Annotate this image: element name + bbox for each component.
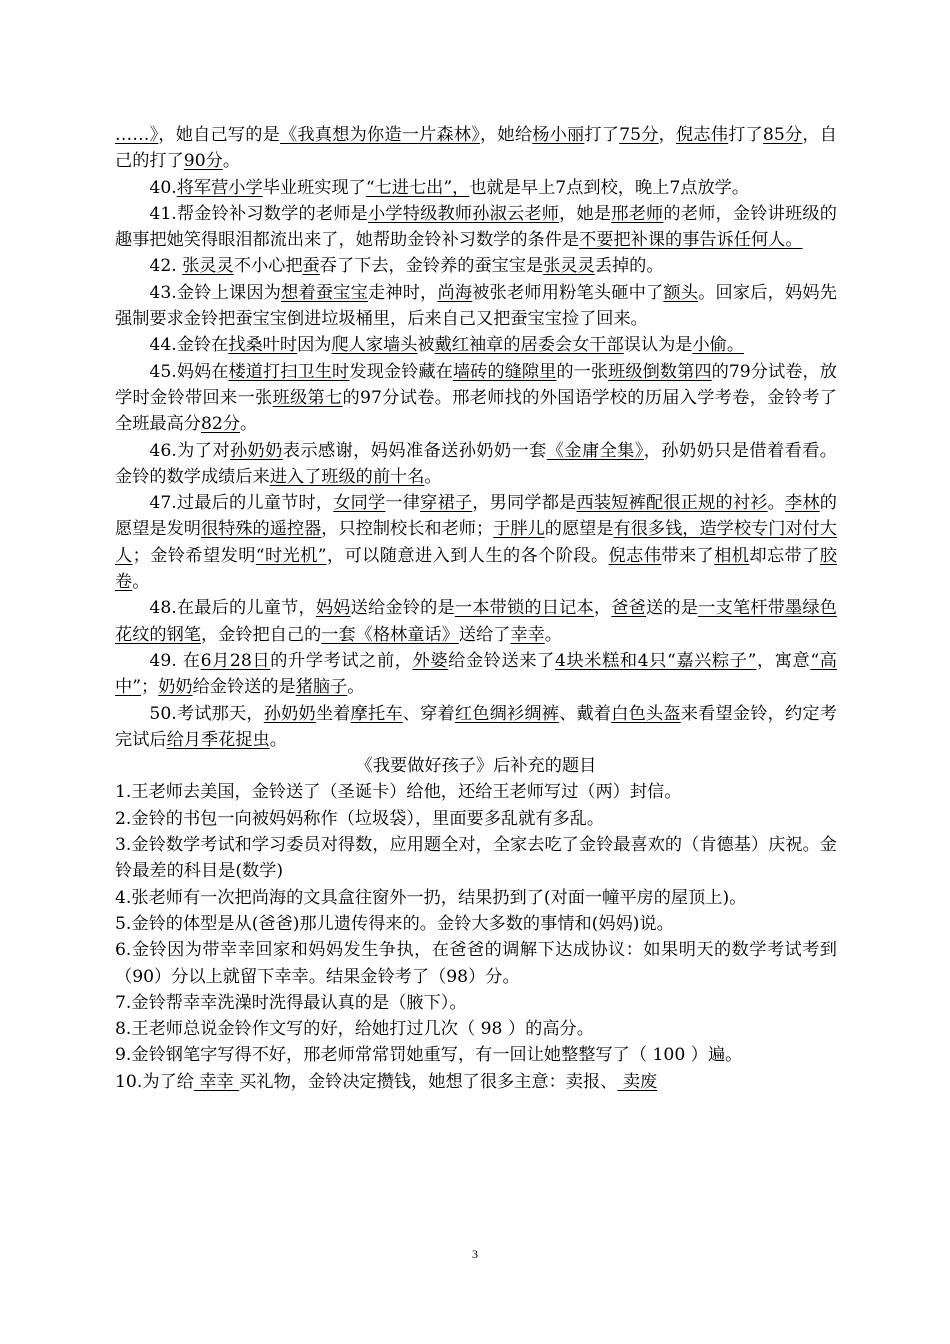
text-segment: 的97分试卷。邢老师找的外国语学校的历届入学考卷，金铃考了全班最高分 xyxy=(115,387,837,435)
question-paragraph xyxy=(115,595,837,648)
underlined-answer: 6月28日 xyxy=(200,650,271,671)
text-segment: 的79分试卷，放学时金铃带回来一张 xyxy=(115,361,837,408)
underlined-answer: 将军营小学 xyxy=(176,177,263,198)
underlined-answer: “时光机” xyxy=(255,545,327,566)
text-segment: 不小心把 xyxy=(233,256,303,277)
underlined-answer: 进入了班级的前十名 xyxy=(269,466,425,487)
text-segment: 、戴着 xyxy=(559,703,612,724)
underlined-answer: 外婆 xyxy=(412,650,449,671)
question-paragraph xyxy=(115,701,837,754)
text-segment: 。 xyxy=(347,677,365,698)
text-segment: 9.金铃钢笔字写得不好，邢老师常常罚她重写，有一回让她整整写了（ 100 ）遍。 xyxy=(115,1045,743,1066)
underlined-answer: 小学特级教师孙淑云老师 xyxy=(368,203,560,224)
text-segment: 的一张 xyxy=(556,361,609,382)
text-segment: 。 xyxy=(544,624,562,645)
text-segment: 发现金铃藏在 xyxy=(349,361,453,382)
underlined-answer: 一支笔杆带墨绿色花纹的钢笔 xyxy=(115,598,837,645)
text-segment: 毕业班实现了 xyxy=(262,177,366,198)
underlined-answer: 一套《格林童话》 xyxy=(321,624,459,645)
text-segment: 10.为了给 xyxy=(115,1071,194,1092)
text-segment: 50.考试那天， xyxy=(149,703,264,724)
underlined-answer: 班级倒数第四 xyxy=(608,361,712,382)
text-segment: ，孙奶奶只是借着看看。金铃的数学成绩后来 xyxy=(115,440,837,487)
underlined-answer: 李林 xyxy=(784,493,820,514)
underlined-answer: 82分 xyxy=(200,414,241,435)
underlined-answer: 孙奶奶 xyxy=(229,440,283,461)
text-segment: 。 xyxy=(269,729,287,750)
underlined-answer: 小偷。 xyxy=(692,335,745,356)
text-segment: 送给金铃的是 xyxy=(350,598,455,619)
underlined-answer: 倪志伟 xyxy=(608,545,662,566)
underlined-answer: 张灵灵 xyxy=(182,256,234,277)
underlined-answer: 猪脑子 xyxy=(295,677,348,698)
underlined-answer: 女同学 xyxy=(333,493,386,514)
text-segment: 也就是早上7点到校，晚上7点放学。 xyxy=(469,177,750,198)
supplement-question xyxy=(115,1042,837,1068)
text-segment: ，自己的打了 xyxy=(115,125,837,172)
text-segment: 43.金铃上课因为 xyxy=(149,282,282,303)
underlined-answer: 《我真想为你造一片森林》 xyxy=(280,125,481,145)
text-segment: 40. xyxy=(149,177,177,198)
underlined-answer: 奶奶 xyxy=(158,677,193,698)
supplement-question xyxy=(115,1016,837,1042)
underlined-answer: 85分 xyxy=(762,125,803,145)
text-segment: 41.帮金铃补习数学的老师是 xyxy=(149,203,369,224)
text-segment: 买礼物，金铃决定攒钱，她想了很多主意：卖报、 xyxy=(239,1071,618,1092)
underlined-answer: 于胖儿 xyxy=(493,519,545,540)
supplement-question xyxy=(115,990,837,1016)
text-segment: ，她给 xyxy=(480,125,533,145)
underlined-answer: 一本带锁的日记本 xyxy=(454,598,594,619)
text-segment: 因为 xyxy=(297,335,332,356)
text-segment: 误认为是 xyxy=(623,335,693,356)
text-segment: 。 xyxy=(424,466,442,487)
underlined-answer: 卖废 xyxy=(617,1071,658,1092)
underlined-answer: 墙砖的缝隙里 xyxy=(452,361,557,382)
text-segment: 被 xyxy=(417,335,435,356)
page-number: 3 xyxy=(472,1247,478,1261)
underlined-answer: 额头 xyxy=(663,282,699,303)
supplement-question xyxy=(115,806,837,832)
text-segment: ，可以随意进入到人生的各个阶段。 xyxy=(326,545,609,566)
text-segment: 《我要做好孩子》后补充的题目 xyxy=(355,756,597,777)
text-segment: 送的是 xyxy=(646,598,699,619)
supplement-question xyxy=(115,832,837,885)
document-body xyxy=(115,122,837,1095)
underlined-answer: 找桑叶时 xyxy=(228,335,298,356)
underlined-answer: 相机 xyxy=(714,545,750,566)
text-segment: 45.妈妈在 xyxy=(149,361,229,382)
text-segment: 3.金铃数学考试和学习委员对得数，应用题全对，全家去吃了金铃最喜欢的（肯德基）庆祝。金铃最差的科目是(数学) xyxy=(115,835,837,882)
underlined-answer: 爸爸 xyxy=(611,598,646,619)
underlined-answer: 妈妈 xyxy=(315,598,351,619)
text-segment: ，只控制校长和老师； xyxy=(321,519,494,540)
underlined-answer: 有很多钱，造学校专门对付大人 xyxy=(115,519,837,566)
underlined-answer: 邢老师 xyxy=(611,203,664,224)
text-segment: 、穿着 xyxy=(402,703,455,724)
question-paragraph xyxy=(115,648,837,701)
text-segment: 给金铃送来了 xyxy=(448,650,555,671)
text-segment: 。 xyxy=(767,493,785,514)
text-segment: 来看望金铃，约定考完试后 xyxy=(115,703,837,750)
supplement-question xyxy=(115,937,837,990)
underlined-answer: 幸幸 xyxy=(510,624,545,645)
underlined-answer: 穿裙子 xyxy=(420,493,473,514)
text-segment: ；金铃希望发明 xyxy=(132,545,256,566)
text-segment: 吞了下去，金铃养的蚕宝宝是 xyxy=(319,256,544,277)
underlined-answer: 90分 xyxy=(183,151,223,172)
text-segment: 7.金铃帮幸幸洗澡时洗得最认真的是（腋下）。 xyxy=(115,992,467,1013)
underlined-answer: 杨小丽 xyxy=(532,125,585,145)
text-segment: 给金铃送的是 xyxy=(192,677,296,698)
question-paragraph xyxy=(115,253,837,279)
question-paragraph xyxy=(115,201,837,254)
underlined-answer: 戴红袖章的居委会女干部 xyxy=(434,335,624,356)
text-segment: 2.金铃的书包一向被妈妈称作（垃圾袋），里面要多乱就有多乱。 xyxy=(115,808,605,829)
supplement-question xyxy=(115,779,837,805)
text-segment: 却忘带了 xyxy=(749,545,820,566)
underlined-answer: 摩托车 xyxy=(350,703,403,724)
text-segment: 走神时， xyxy=(368,282,438,303)
underlined-answer: 西装短裤配很正规的衬衫 xyxy=(576,493,768,514)
text-segment: 。 xyxy=(222,151,241,172)
text-segment: 表示感谢，妈妈准备送孙奶奶一套 xyxy=(282,440,547,461)
text-segment: 5.金铃的体型是从(爸爸)那儿遗传得来的。金铃大多数的事情和(妈妈)说。 xyxy=(115,913,674,934)
text-segment: 44.金铃在 xyxy=(149,335,229,356)
text-segment: ， xyxy=(658,125,676,145)
text-segment: 48.在最后的儿童节， xyxy=(149,598,316,619)
underlined-answer: “高中” xyxy=(115,650,837,698)
text-segment: 带来了 xyxy=(661,545,715,566)
supplement-question xyxy=(115,885,837,911)
question-paragraph xyxy=(115,332,837,358)
underlined-answer: 《金庸全集》 xyxy=(546,440,644,461)
question-paragraph xyxy=(115,175,837,201)
text-segment: 打了 xyxy=(584,125,620,145)
section-heading xyxy=(115,753,837,779)
text-segment: 的愿望是发明 xyxy=(115,493,837,540)
question-paragraph xyxy=(115,438,837,491)
text-segment: ， xyxy=(593,598,612,619)
underlined-answer: “七进七出”， xyxy=(365,177,470,198)
supplement-question xyxy=(115,1069,837,1095)
question-paragraph xyxy=(115,122,837,175)
text-segment: 一律 xyxy=(385,493,421,514)
text-segment: 。回家后，妈妈先强制要求金铃把蚕宝宝倒进垃圾桶里，后来自己又把蚕宝宝捡了回来。 xyxy=(115,282,837,330)
underlined-answer: 给月季花捉虫 xyxy=(166,729,270,750)
text-segment: 坐着 xyxy=(315,703,351,724)
underlined-answer: 不要把补课的事告诉任何人。 xyxy=(579,230,803,251)
underlined-answer: 4块米糕和4只“嘉兴粽子” xyxy=(554,650,757,671)
text-segment: 的老师，金铃讲班级的趣事把她笑得眼泪都流出来了，她帮助金铃补习数学的条件是 xyxy=(115,203,837,251)
supplement-question xyxy=(115,911,837,937)
text-segment: 丢掉的。 xyxy=(594,256,664,277)
underlined-answer: 幸幸 xyxy=(193,1071,240,1092)
question-paragraph xyxy=(115,490,837,595)
underlined-answer: 孙奶奶 xyxy=(263,703,316,724)
question-paragraph xyxy=(115,359,837,438)
text-segment: ，金铃把自己的 xyxy=(200,624,322,645)
text-segment: 的愿望是 xyxy=(544,519,614,540)
text-segment: 8.王老师总说金铃作文写的好，给她打过几次（ 98 ）的高分。 xyxy=(115,1019,594,1040)
underlined-answer: 想着蚕宝宝 xyxy=(281,282,369,303)
text-segment: 1.王老师去美国，金铃送了（圣诞卡）给他，还给王老师写过（两）封信。 xyxy=(115,782,682,803)
text-segment: 的升学考试之前， xyxy=(270,650,413,671)
underlined-answer: 红色绸衫绸裤 xyxy=(454,703,560,724)
underlined-answer: 很特殊的遥控器 xyxy=(200,519,322,540)
underlined-answer: 白色头盔 xyxy=(611,703,681,724)
underlined-answer: 胶卷 xyxy=(115,545,837,593)
underlined-answer: 楼道打扫卫生时 xyxy=(228,361,350,382)
underlined-answer: 尚海 xyxy=(437,282,473,303)
underlined-answer: 蚕 xyxy=(302,256,320,277)
text-segment: 被张老师用粉笔头砸中了 xyxy=(472,282,664,303)
text-segment: ，男同学都是 xyxy=(472,493,577,514)
text-segment: ，她自己写的是 xyxy=(158,125,281,145)
text-segment: 。 xyxy=(240,414,258,435)
text-segment: 47.过最后的儿童节时， xyxy=(149,493,334,514)
text-segment: 46.为了对 xyxy=(149,440,230,461)
text-segment: 6.金铃因为带幸幸回家和妈妈发生争执，在爸爸的调解下达成协议：如果明天的数学考试考到（90）分以上就留下幸幸。结果金铃考了（98）分。 xyxy=(115,940,837,987)
underlined-answer: ……》 xyxy=(115,125,159,145)
text-segment: 4.张老师有一次把尚海的文具盒往窗外一扔，结果扔到了(对面一幢平房的屋顶上)。 xyxy=(115,887,747,908)
text-segment: ，她是 xyxy=(559,203,612,224)
text-segment: ； xyxy=(140,677,159,698)
text-segment: 打了 xyxy=(728,125,763,145)
underlined-answer: 班级第七 xyxy=(272,387,343,408)
underlined-answer: 倪志伟 xyxy=(675,125,729,145)
text-segment: 。 xyxy=(132,572,150,593)
text-segment: 42. xyxy=(149,256,183,277)
underlined-answer: 张灵灵 xyxy=(543,256,595,277)
text-segment: 49. 在 xyxy=(149,650,201,671)
text-segment: ，寓意 xyxy=(756,650,811,671)
underlined-answer: 75分 xyxy=(619,125,659,145)
text-segment: 送给了 xyxy=(458,624,511,645)
underlined-answer: 爬人家墙头 xyxy=(331,335,418,356)
question-paragraph xyxy=(115,280,837,333)
